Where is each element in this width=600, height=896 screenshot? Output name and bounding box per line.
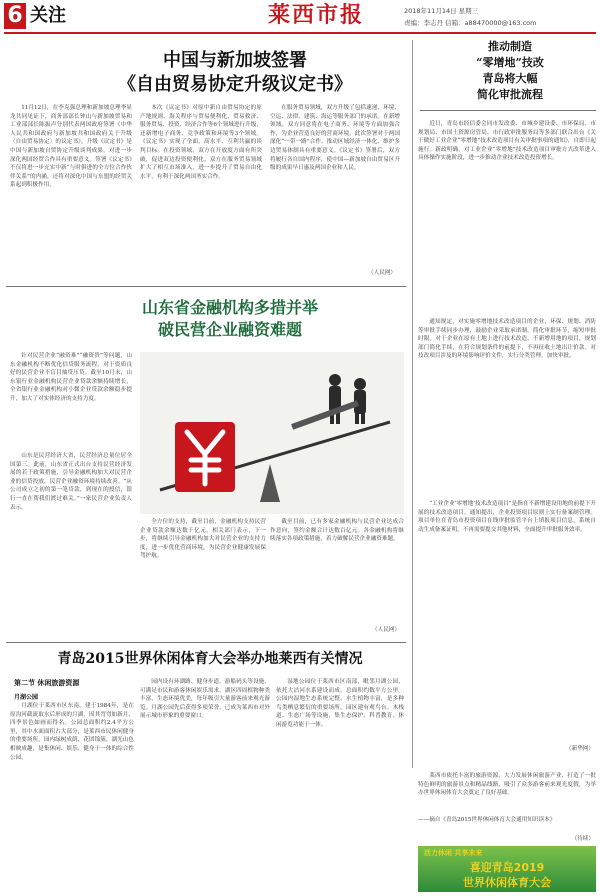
story2-source: （人民网）	[372, 627, 400, 633]
story2-column-1: 针对民营企业“融资难”“融资贵”等问题，山东金融机构不断优化信贷服务流程，对于资质良好的民营企业不盲目抽贷压贷。截至10月末，山东银行业金融机构民营企业贷款余额持续增长，全省银行业金融机构对小微企业贷款余额稳步提升，加大了对实体经济的支持力度。	[10, 353, 132, 402]
date-line: 2018年11月14日 星期三	[404, 7, 479, 15]
event-banner	[418, 846, 596, 892]
sidebar-title-line2: “零增地”技改	[476, 56, 544, 69]
story3-column-1: 月湖位于莱西市区东南，建于1984年，是在原沟河截流取水后形成的月湖，因其弯弯如新月、四季景色如画而得名。公园总面积约2.4平方公里，其中水面面积占大部分，是莱西市民休闲健身的重要场所。园内绿树成荫、花团锦簇，湖光山色相映成趣，是集休闲、娱乐、健身于一体的综合性公园。	[10, 703, 134, 761]
header-rule	[4, 32, 596, 34]
story1-column-2: 本次《议定书》对原中新自由贸易协定的原产地规则、海关程序与贸易便利化、贸易救济、服务贸易、投资、经济合作等6个领域进行升级，还新增电子商务、竞争政策和环境等3个领域。《议定书》实现了全面、高水平、互利共赢的谈判目标。在投资领域，双方在开放度方面有所突破，促进双边投资便利化。双方在服务贸易领域扩大了相互市场准入，进一步提升了贸易自由化水平，有利于深化两国务实合作。	[140, 105, 262, 180]
story1-title-line2: 《自由贸易协定升级议定书》	[118, 74, 352, 95]
sidebar-title-line1: 推动制造	[488, 40, 532, 53]
story2-title-line1: 山东省金融机构多措并举	[141, 298, 318, 317]
sidebar-divider	[412, 40, 413, 768]
finance-illustration	[140, 352, 404, 514]
story3-subhead: 月湖公园	[14, 694, 39, 701]
banner-line2: 喜迎青岛2019	[469, 861, 545, 874]
story1-column-1: 11月12日，在李克强总理和新加坡总理李显龙共同见证下，商务部部长钟山与新加坡贸易和工业部部长陈振声分别代表两国政府签署《中华人民共和国政府与新加坡共和国政府关于升级〈自由贸易协定〉的议定书》。升级《议定书》是中国与新加坡自贸协定升级谈判成果，对进一步深化两国经贸合作具有重要意义。签署《议定书》不仅将进一步充实中新“与时俱进的全方位合作伙伴关系”的内涵，还将对深化中国与东盟的经贸关系起到积极作用。	[10, 105, 132, 189]
story2-bottom-rule	[6, 642, 406, 643]
story3-column-2: 园内设有环湖路、健身步道、游船码头等设施，可满足市民和游客休闲娱乐需求。湖区四周植物种类丰富，生态环境优美，每年吸引大量游客前来观光游览。月湖公园先后获得多项荣誉，已成为莱西市对外展示城市形象的重要窗口。	[140, 679, 270, 720]
story1-bottom-rule	[6, 286, 406, 287]
story3-title: 青岛2015世界休闲体育大会举办地莱西有关情况	[57, 651, 363, 667]
story3-column-3: 湿地公园位于莱西市区南部，毗邻月湖公园，依托大沽河水系建设而成，总面积约数平方公里。公园内湿地生态系统完整，水生植物丰富，是多种鸟类栖息繁衍的重要场所。园区建有观鸟台、木栈道、生态广场等设施，集生态保护、科普教育、休闲游览功能于一体。	[276, 679, 404, 728]
editor-line: 责编：李志丹 信箱：a88470000@163.com	[404, 19, 537, 27]
sidebar-paragraph-3: “工业企业‘零增地’技术改造项目”是指在不新增建设用地的前提下开展的技术改造项目。通知提出，企业投资项目原则上实行备案制管理。项目单位在青岛市投资项目在线审批监管平台上填报项目信息，系统自动生成备案证明，不再需要提交其他材料，全面提升审批服务效率。	[418, 501, 596, 533]
sidebar-title-line4: 简化审批流程	[477, 88, 543, 101]
story3-source: ——摘自《青岛2015世界休闲体育大会通用知识读本》	[418, 817, 556, 823]
story2-title-line2: 破民营企业融资难题	[157, 320, 302, 339]
story3-subtitle: 第二节 休闲旅游资源	[14, 678, 80, 687]
story2-column-5: 截至目前，已有多家金融机构与民营企业达成合作意向，签约金额合计达数百亿元。各金融机构将继续落实各项政策措施，着力破解民营企业融资难题。	[270, 519, 404, 543]
story1-column-3: 在服务贸易领域，双方升级了包括速递、环境、空运、法律、建筑、海运等服务部门的承诺。在新增领域，双方同意将在电子商务、环境等方面加强合作，为企业营造良好的营商环境。此次签署对于两国深化“一带一路”合作、推动区域经济一体化、维护多边贸易体制具有重要意义。《议定书》签署后，双方将履行各自国内程序，使中国—新加坡自由贸易区升级的成果早日惠及两国企业和人民。	[270, 105, 400, 172]
story2-column-2: 山东是民营经济大省，民营经济总量位居全国第三。此前，山东省正式出台支持民营经济发展的若干政策措施，引导金融机构加大对民营企业的信贷投放，民营企业融资环境持续改善。“从公司成立之初的第一笔贷款，到现在的授信，银行一直在帮我们渡过难关。”一家民营企业负责人表示。	[10, 453, 132, 511]
page-header	[0, 0, 600, 36]
sidebar-title-rule	[420, 110, 596, 111]
sidebar-title-line3: 青岛将大幅	[482, 72, 538, 85]
masthead: 莱西市报	[267, 2, 364, 28]
sidebar-paragraph-2: 通知规定，对实施零增地技术改造项目的企业，环保、规划、消防等审批手续同步办理，鼓励企业采取承诺制，简化审批环节，缩短审批时限。对于企业在原有土地上进行技术改造、不新增用地的项目，规划部门简化手续，在符合规划条件的前提下，不再征收土地出让价款。对技改项目涉及的环境影响评价文件，实行分类管理，加快审批。	[418, 319, 596, 360]
banner-line1: 活力休闲 共享未来	[424, 849, 483, 857]
story1-source: （人民网）	[368, 270, 396, 276]
sidebar-source: （新华网）	[566, 746, 594, 752]
story3-column-4: 莱西市依托丰富的旅游资源，大力发展休闲旅游产业，打造了一批特色鲜明的旅游景点和精品线路，吸引了众多游客前来观光度假，为举办世界休闲体育大会奠定了良好基础。	[418, 773, 596, 797]
story3-continued: （待续）	[571, 836, 594, 842]
banner-line3: 世界休闲体育大会	[463, 876, 551, 889]
story2-column-4: 全方位的支持，截至目前，金融机构支持民营企业贷款余额达数千亿元。相关部门表示，下一步，将继续引导金融机构加大对民营企业的支持力度，进一步优化营商环境，为民营企业健康发展保驾护航。	[140, 519, 266, 560]
sidebar-paragraph-1: 近日，青岛市经信委会同市发改委、市城乡建设委、市环保局、市规划局、市国土资源房管局、市行政审批服务局等多部门联合出台《关于做好工业企业“零增地”技术改造项目有关审批事项的通知》，自即日起施行。新政明确，对工业企业“零增地”技术改造项目审批方式改革进入具体操作实施阶段，进一步推动企业技术改造投资增长。	[418, 121, 596, 162]
story1-title-line1: 中国与新加坡签署	[163, 50, 307, 71]
section-label: 关注	[30, 5, 66, 26]
page-number: 6	[7, 3, 23, 28]
